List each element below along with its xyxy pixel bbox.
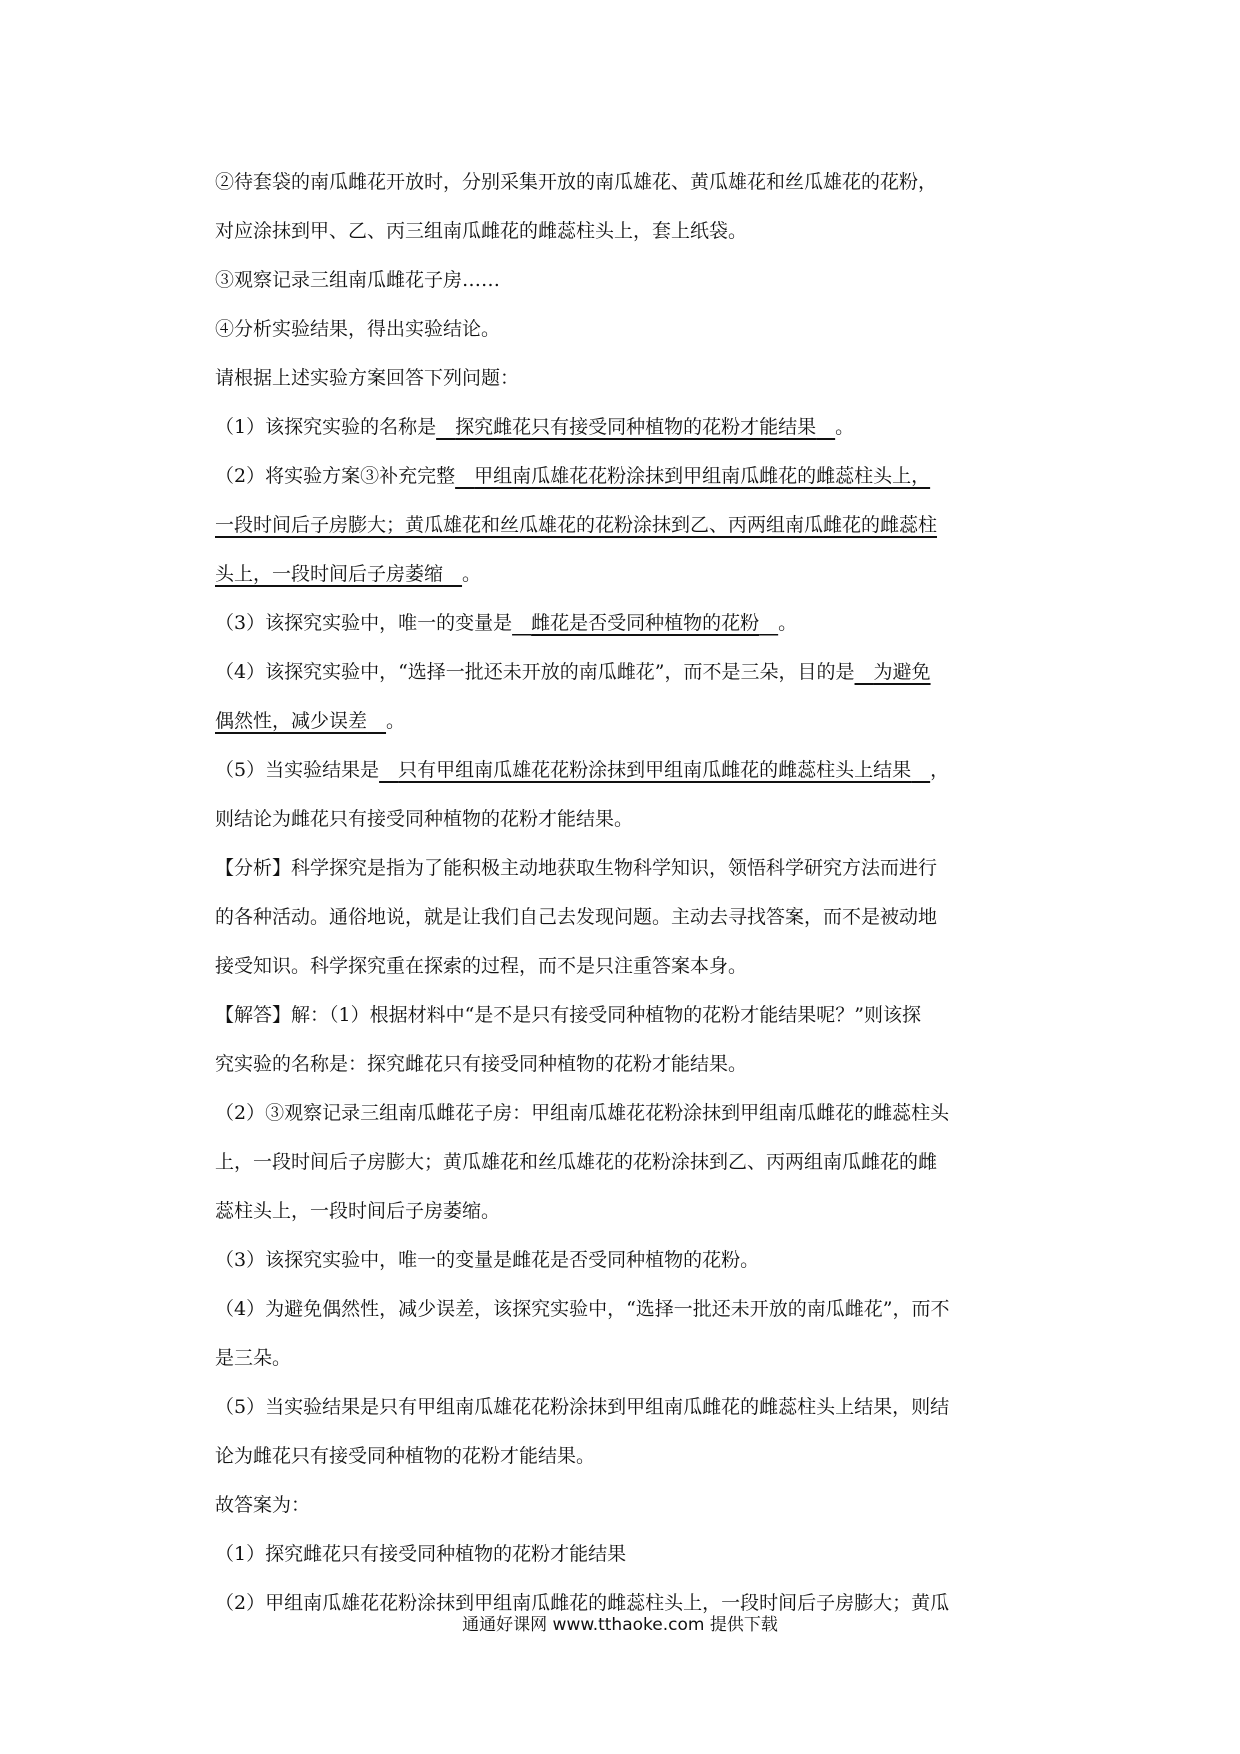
text-line: 请根据上述实验方案回答下列问题： [215, 367, 520, 389]
question-1-prefix: （1）该探究实验的名称是 [215, 416, 437, 438]
document-body [215, 158, 1053, 1628]
page-footer: 通通好课网 www.tthaoke.com 提供下载 [462, 1615, 778, 1635]
question-2-cont [215, 501, 1053, 550]
question-4 [215, 648, 1053, 697]
answer-line: （1）探究雌花只有接受同种植物的花粉才能结果 [215, 1543, 627, 1565]
question-3-answer: 雌花是否受同种植物的花粉 [531, 612, 760, 634]
question-4-end: 。 [386, 710, 406, 732]
analysis-line: 接受知识。科学探究重在探索的过程，而不是只注重答案本身。 [215, 955, 748, 977]
question-1-answer: 探究雌花只有接受同种植物的花粉才能结果 [455, 416, 817, 438]
solution-line: 【解答】解：（1）根据材料中“是不是只有接受同种植物的花粉才能结果呢？”则该探 [215, 1004, 922, 1026]
solution-line: 是三朵。 [215, 1347, 292, 1369]
question-4-answer-b: 偶然性，减少误差 [215, 710, 368, 732]
question-2-end: 。 [462, 563, 482, 585]
question-1-end: 。 [835, 416, 855, 438]
question-4-cont [215, 697, 1053, 746]
solution-line: 上，一段时间后子房膨大；黄瓜雄花和丝瓜雄花的花粉涂抹到乙、丙两组南瓜雌花的雌 [215, 1151, 938, 1173]
solution-line: （2）③观察记录三组南瓜雌花子房：甲组南瓜雄花花粉涂抹到甲组南瓜雌花的雌蕊柱头 [215, 1102, 950, 1124]
text-line: ④分析实验结果，得出实验结论。 [215, 318, 501, 340]
question-2-answer-b: 一段时间后子房膨大；黄瓜雄花和丝瓜雄花的花粉涂抹到乙、丙两组南瓜雌花的雌蕊柱 [215, 514, 938, 536]
question-5-end: ， [930, 759, 950, 781]
question-3-prefix: （3）该探究实验中，唯一的变量是 [215, 612, 513, 634]
text-line: ③观察记录三组南瓜雌花子房…… [215, 269, 501, 291]
solution-line: 论为雌花只有接受同种植物的花粉才能结果。 [215, 1445, 596, 1467]
analysis-line: 【分析】科学探究是指为了能积极主动地获取生物科学知识，领悟科学研究方法而进行 [215, 857, 938, 879]
question-5-prefix: （5）当实验结果是 [215, 759, 380, 781]
analysis-line: 的各种活动。通俗地说，就是让我们自己去发现问题。主动去寻找答案，而不是被动地 [215, 906, 938, 928]
question-3 [215, 599, 1053, 648]
solution-line: （4）为避免偶然性，减少误差，该探究实验中，“选择一批还未开放的南瓜雌花”，而不 [215, 1298, 950, 1320]
question-4-prefix: （4）该探究实验中，“选择一批还未开放的南瓜雌花”，而不是三朵，目的是 [215, 661, 855, 683]
answer-line: （2）甲组南瓜雄花花粉涂抹到甲组南瓜雌花的雌蕊柱头上，一段时间后子房膨大；黄瓜 [215, 1592, 950, 1614]
question-5-answer: 只有甲组南瓜雄花花粉涂抹到甲组南瓜雌花的雌蕊柱头上结果 [398, 759, 912, 781]
text-line: 对应涂抹到甲、乙、丙三组南瓜雌花的雌蕊柱头上，套上纸袋。 [215, 220, 748, 242]
solution-line: 究实验的名称是：探究雌花只有接受同种植物的花粉才能结果。 [215, 1053, 748, 1075]
question-4-answer-a: 为避免 [873, 661, 931, 683]
solution-line: （3）该探究实验中，唯一的变量是雌花是否受同种植物的花粉。 [215, 1249, 760, 1271]
question-3-end: 。 [778, 612, 798, 634]
question-2-prefix: （2）将实验方案③补充完整 [215, 465, 456, 487]
answer-heading: 故答案为： [215, 1494, 311, 1516]
question-5 [215, 746, 1053, 795]
question-2-answer-a: 甲组南瓜雄花花粉涂抹到甲组南瓜雌花的雌蕊柱头上， [474, 465, 931, 487]
question-2 [215, 452, 1053, 501]
text-line: ②待套袋的南瓜雌花开放时，分别采集开放的南瓜雄花、黄瓜雄花和丝瓜雄花的花粉， [215, 171, 938, 193]
solution-line: （5）当实验结果是只有甲组南瓜雄花花粉涂抹到甲组南瓜雌花的雌蕊柱头上结果，则结 [215, 1396, 950, 1418]
text-line: 则结论为雌花只有接受同种植物的花粉才能结果。 [215, 808, 634, 830]
question-2-answer-c: 头上，一段时间后子房萎缩 [215, 563, 444, 585]
question-1 [215, 403, 1053, 452]
question-2-cont [215, 550, 1053, 599]
solution-line: 蕊柱头上，一段时间后子房萎缩。 [215, 1200, 501, 1222]
